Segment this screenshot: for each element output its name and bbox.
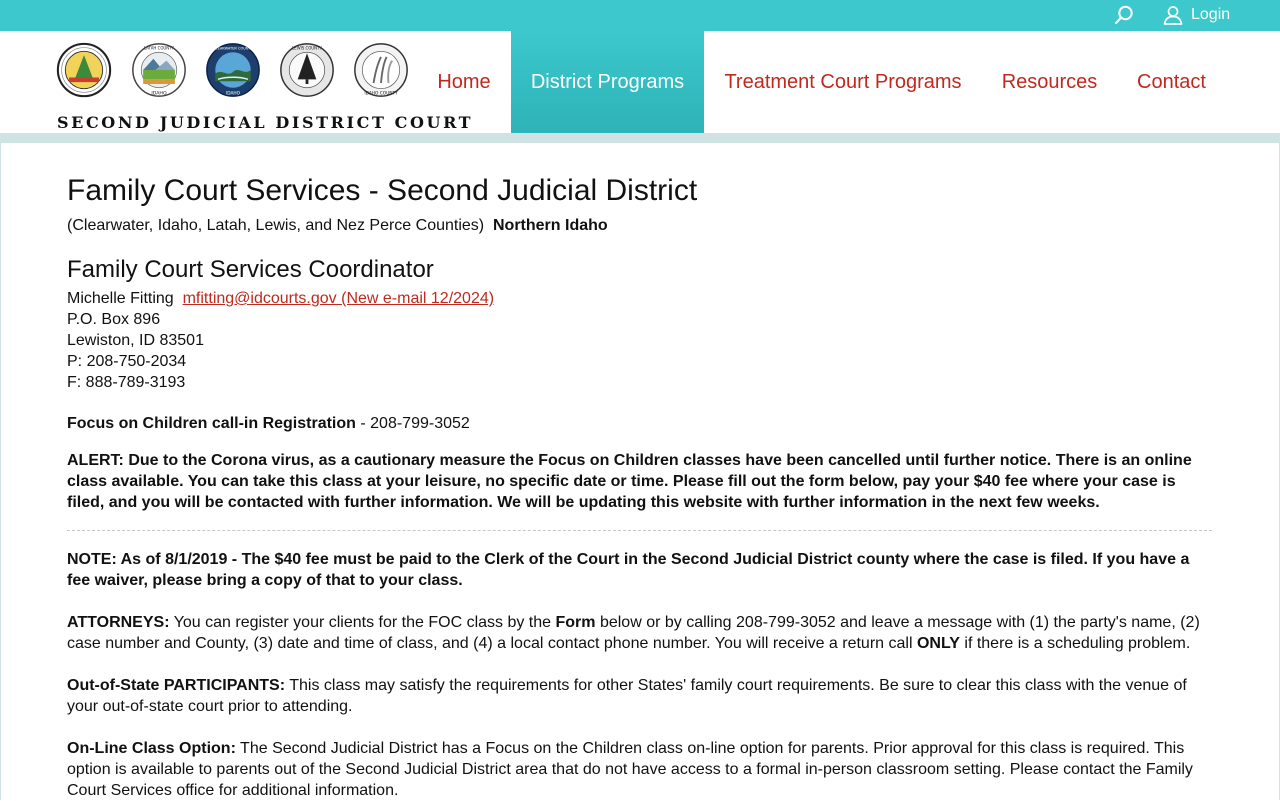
fax-number: F: 888-789-3193 [67,374,186,391]
idaho-county-seal [353,42,409,98]
fee-note: NOTE: As of 8/1/2019 - The $40 fee must be paid to the Clerk of the Court in the Second Judicial District county where the case is filed. If you have a fee waiver, please bring a copy of that to your class. [67,551,1190,589]
nav-contact[interactable]: Contact [1137,70,1206,93]
seal-text: CLEARWATER COUNTY [213,46,253,51]
login-link[interactable] [1163,4,1230,26]
counties-text: (Clearwater, Idaho, Latah, Lewis, and Nez Perce Counties) [67,217,485,234]
online-option-label: On-Line Class Option: [67,740,236,757]
site-header [0,31,1280,133]
focus-label: Focus on Children call-in Registration [67,415,356,432]
seal-text: LEWIS COUNTY [292,45,322,51]
address-line-1: P.O. Box 896 [67,311,161,328]
coordinator-heading: Family Court Services Coordinator [67,256,434,283]
search-icon[interactable] [1114,5,1134,25]
attorneys-text: below or by calling 208-799-3052 and leave a message with (1) the party's name, (2) case number and County, (3) date and time of class, and (4) a local contact phone number. You will receive a return call [67,614,1200,652]
phone-number: P: 208-750-2034 [67,353,187,370]
nav-treatment-court-programs[interactable]: Treatment Court Programs [724,70,962,93]
nav-district-programs[interactable]: District Programs [511,31,704,133]
coordinator-name: Michelle Fitting [67,290,174,307]
main-content [67,172,1212,801]
nav-resources[interactable]: Resources [1001,70,1098,93]
user-icon [1163,5,1183,25]
attorneys-text: if there is a scheduling problem. [959,635,1191,652]
out-of-state-text: This class may satisfy the requirements for other States' family court requirements. Be sure to clear this class with the venue of your out-of-state court prior to attending. [67,677,1187,715]
out-of-state-label: Out-of-State PARTICIPANTS: [67,677,286,694]
seal-text: LATAH COUNTY [144,45,174,51]
latah-county-seal [131,42,187,98]
logo-text: SECOND JUDICIAL DISTRICT COURT [57,113,474,132]
attorneys-paragraph [67,612,1212,654]
focus-registration [67,413,1212,434]
seal-text: IDAHO COUNTY [364,91,398,97]
focus-phone: - 208-799-3052 [355,415,470,432]
online-option-text: The Second Judicial District has a Focus on the Children class on-line option for parents. Prior approval for this class is required. This option is available to parents out of the Second Judicial District area that do not have access to a formal in-person classroom setting. Please contact the Family Court Services office for additional information. [67,740,1193,799]
form-reference: Form [555,614,596,631]
header-divider [0,133,1280,143]
seal-text: IDAHO [151,91,167,97]
only-emphasis: ONLY [916,635,960,652]
attorneys-label: ATTORNEYS: [67,614,170,631]
address-line-2: Lewiston, ID 83501 [67,332,204,349]
seal-text: IDAHO [225,91,241,97]
page-title: Family Court Services - Second Judicial District [67,174,698,207]
login-label: Login [1191,6,1231,23]
page-border-left [0,143,1,800]
coordinator-email-link[interactable]: mfitting@idcourts.gov (New e-mail 12/2024) [182,290,495,307]
clearwater-county-seal [205,42,261,98]
counties-line [67,215,1212,236]
nez-perce-county-seal [56,42,112,98]
section-divider [67,530,1212,531]
out-of-state-paragraph [67,675,1212,717]
online-option-paragraph [67,738,1212,801]
nav-home[interactable]: Home [437,70,491,93]
lewis-county-seal [279,42,335,98]
attorneys-text: You can register your clients for the FOC class by the [169,614,556,631]
top-bar [0,0,1280,31]
alert-notice: ALERT: Due to the Corona virus, as a cautionary measure the Focus on Children classes have been cancelled until further notice. There is an online class available. You can take this class at your leisure, no specific date or time. Please fill out the form below, pay your $40 fee where your case is filed, and you will be contacted with further information. We will be updating this website with further information in the next few weeks. [67,452,1192,511]
contact-block [67,288,1212,434]
region-label: Northern Idaho [493,217,608,234]
